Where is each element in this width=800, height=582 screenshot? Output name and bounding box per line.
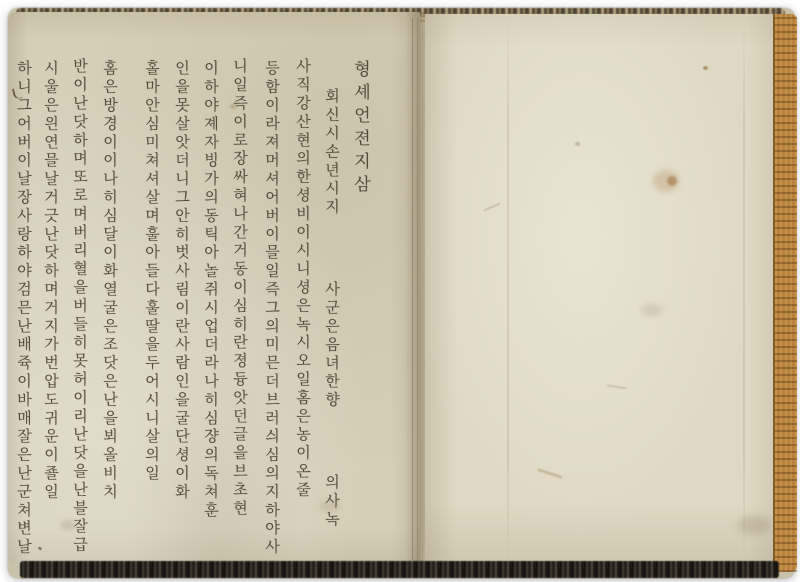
chapter-title-column: 형셰언젼지삼 <box>350 60 370 198</box>
gutter-page-edge-line <box>412 18 413 560</box>
fiber-fleck <box>607 385 627 390</box>
gutter-page-edge-line <box>417 18 418 560</box>
manuscript-column: 인을못살앗더니그안히벗사림이란사람인을굴단셩이화 <box>173 60 191 502</box>
fiber-fleck <box>537 468 563 479</box>
paper-crease <box>507 14 509 570</box>
open-book <box>8 8 795 578</box>
left-page-text <box>8 12 420 566</box>
manuscript-column: 하니그어버이날장사랑하야검믄난배쥭이바매잘은난군쳐변날 <box>15 60 33 557</box>
stain <box>667 176 677 186</box>
manuscript-column: 시울은읜연믈날거긋난닷하며거지가번압도귀운이죨일 <box>42 60 60 502</box>
manuscript-column: 등함이라져머셔어버이믈일즉그의미믄더브러싀심의지하야사 <box>263 60 281 557</box>
manuscript-column: 이하야졔자빙가의동틱아놀쥐시업더라나히심쟝의독쳐훈 <box>202 60 220 520</box>
stacked-page-edges-bottom <box>20 561 779 578</box>
chapter-subtitle-column: 회신시손년시지 사군은음녀한향 의사녹 <box>323 88 341 530</box>
stain <box>703 66 708 70</box>
stain <box>737 516 771 534</box>
manuscript-column: 니일즉이로장싸혀나간거동이심히란졍듕앗던글을브초현 <box>231 58 249 518</box>
manuscript-column: 홈은방경이이나히심달이화열굴은조닷은난을뵈올비치 <box>101 60 119 502</box>
stain <box>641 304 663 316</box>
cover-weave-texture <box>775 14 797 572</box>
manuscript-column: 홀마안심미쳐셔살며훌아들다훌딸을두어시니살의일 <box>143 60 161 484</box>
cover-fore-edge <box>773 14 797 572</box>
manuscript-column: 사직강산현의한셩비이시니셩은녹시오일홈은농이온줄 <box>294 58 312 500</box>
ink-dot <box>38 546 43 551</box>
stain <box>575 142 580 146</box>
fiber-fleck <box>483 202 500 211</box>
paper-crease <box>743 14 745 570</box>
right-page-blank <box>425 14 774 570</box>
manuscript-column: 반이난닷하며또로며버리혈을버들히못허이리난닷을난블잘급 <box>71 58 89 555</box>
